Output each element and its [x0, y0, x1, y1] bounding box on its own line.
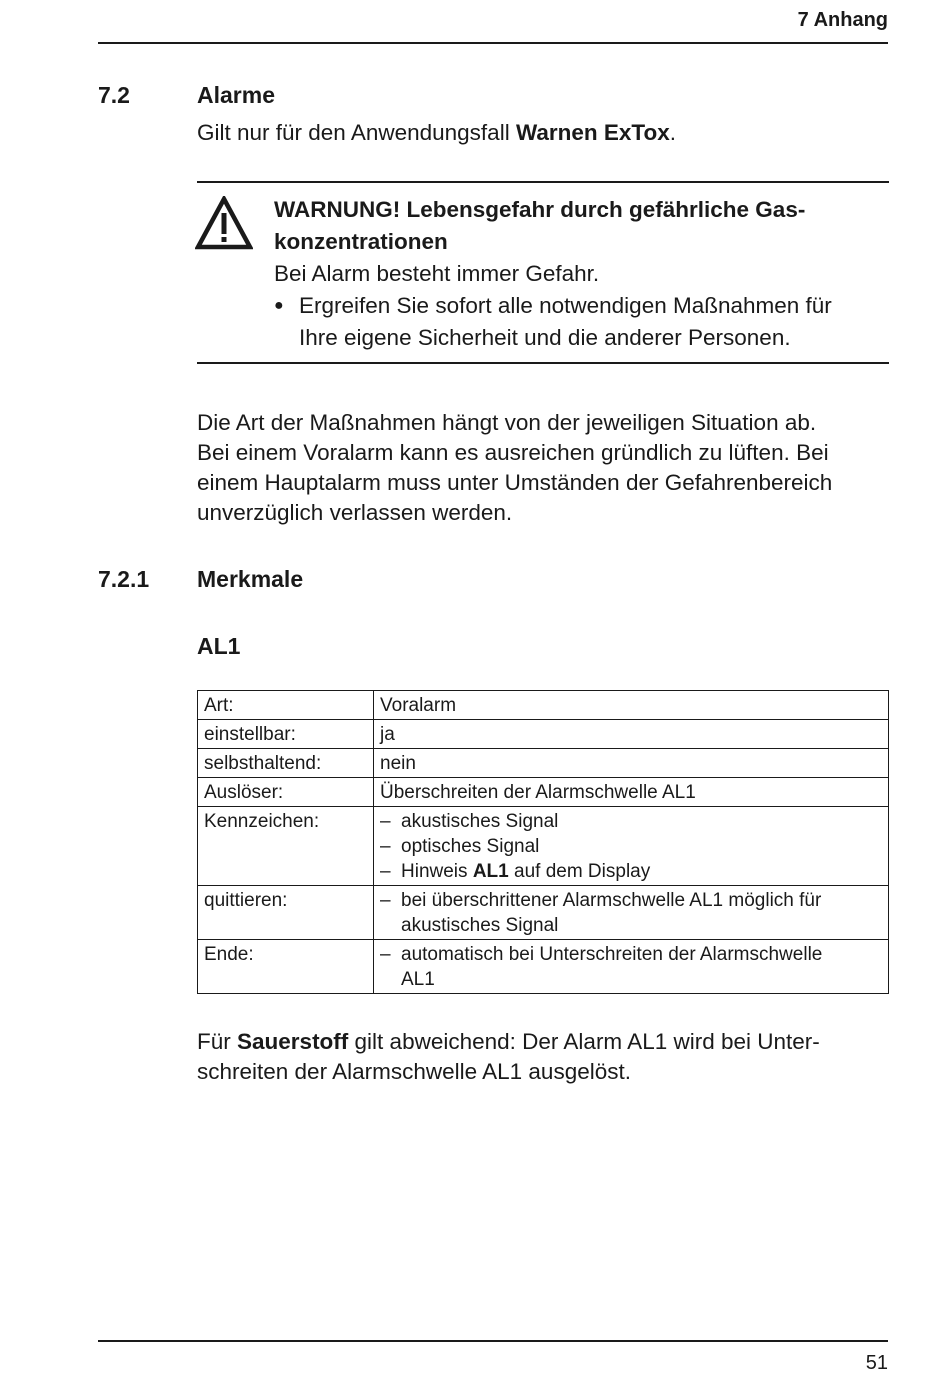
header-rule — [98, 42, 888, 44]
table-value — [374, 807, 889, 886]
table-value — [374, 940, 889, 994]
list-item-text: automatisch bei Unterschreiten der Alarmschwelle — [401, 944, 823, 965]
list-item-text: optisches Signal — [401, 836, 540, 857]
list-item-text: Hinweis — [401, 861, 473, 882]
dash: – — [380, 811, 391, 832]
features-table — [197, 690, 889, 994]
paragraph-line4: unverzüglich verlassen werden. — [197, 500, 513, 525]
paragraph-line1: Die Art der Maßnahmen hängt von der jeweiligen Situation ab. — [197, 410, 817, 435]
table-row — [198, 807, 889, 886]
warning-title-line2: konzentrationen — [274, 229, 448, 254]
intro-bold: Warnen ExTox — [515, 120, 670, 145]
footer-note-line1 — [197, 1027, 889, 1057]
table-value: ja — [374, 720, 889, 749]
list-item-text: AL1 — [401, 969, 435, 990]
intro-text — [197, 118, 889, 148]
warning-bottom-rule — [197, 362, 889, 364]
list-item-bold: AL1 — [472, 861, 509, 882]
table-value — [374, 886, 889, 940]
warning-top-rule — [197, 181, 889, 183]
table-key: einstellbar: — [198, 720, 374, 749]
warning-text: Bei Alarm besteht immer Gefahr. — [274, 261, 600, 286]
footer-note-suffix: gilt abweichend: Der Alarm AL1 wird bei Unter- — [348, 1029, 820, 1054]
table-row — [198, 778, 889, 807]
alarm-heading: AL1 — [197, 633, 241, 659]
list-item — [380, 942, 882, 992]
table-row — [198, 886, 889, 940]
list-item-text: bei überschrittener Alarmschwelle AL1 möglich für — [401, 890, 822, 911]
dash: – — [380, 944, 391, 965]
table-key: Art: — [198, 691, 374, 720]
table-row — [198, 749, 889, 778]
footer-rule — [98, 1340, 888, 1342]
bullet-dot-icon: ● — [274, 297, 284, 314]
section-number: 7.2 — [98, 82, 130, 108]
table-row — [198, 691, 889, 720]
warning-title-line1: WARNUNG! Lebensgefahr durch gefährliche Gas- — [274, 197, 806, 222]
list-item-text: akustisches Signal — [401, 915, 559, 936]
header-chapter: 7 Anhang — [797, 9, 888, 31]
section-title: Alarme — [197, 82, 275, 108]
warning-triangle-icon — [195, 196, 253, 250]
table-key: Kennzeichen: — [198, 807, 374, 886]
table-key: Ende: — [198, 940, 374, 994]
table-value: Voralarm — [374, 691, 889, 720]
list-item — [380, 834, 882, 859]
list-item — [380, 809, 882, 834]
dash: – — [380, 861, 391, 882]
intro-prefix: Gilt nur für den Anwendungsfall — [197, 120, 516, 145]
footer-note — [197, 1027, 889, 1087]
footer-note-bold: Sauerstoff — [237, 1029, 349, 1054]
table-key: selbsthaltend: — [198, 749, 374, 778]
dash: – — [380, 890, 391, 911]
warning-bullet — [274, 290, 890, 354]
table-value: nein — [374, 749, 889, 778]
table-key: Auslöser: — [198, 778, 374, 807]
table-row — [198, 720, 889, 749]
list-item-text: auf dem Display — [508, 861, 651, 882]
list-item — [380, 888, 882, 938]
warning-bullet-line1: Ergreifen Sie sofort alle notwendigen Maßnahmen für — [299, 293, 832, 318]
list-item — [380, 859, 882, 884]
warning-block — [274, 194, 890, 354]
subsection-title: Merkmale — [197, 566, 304, 592]
table-value: Überschreiten der Alarmschwelle AL1 — [374, 778, 889, 807]
dash: – — [380, 836, 391, 857]
warning-bullet-line2: Ihre eigene Sicherheit und die anderer Personen. — [299, 325, 791, 350]
list-item-text: akustisches Signal — [401, 811, 559, 832]
page-number: 51 — [865, 1352, 888, 1374]
intro-suffix: . — [669, 120, 676, 145]
table-key: quittieren: — [198, 886, 374, 940]
footer-note-prefix: Für — [197, 1029, 238, 1054]
body-paragraph — [197, 408, 889, 528]
table-row — [198, 940, 889, 994]
footer-note-line2: schreiten der Alarmschwelle AL1 ausgelöst. — [197, 1059, 631, 1084]
subsection-number: 7.2.1 — [98, 566, 150, 592]
paragraph-line3: einem Hauptalarm muss unter Umständen der Gefahrenbereich — [197, 470, 833, 495]
paragraph-line2: Bei einem Voralarm kann es ausreichen gründlich zu lüften. Bei — [197, 440, 829, 465]
